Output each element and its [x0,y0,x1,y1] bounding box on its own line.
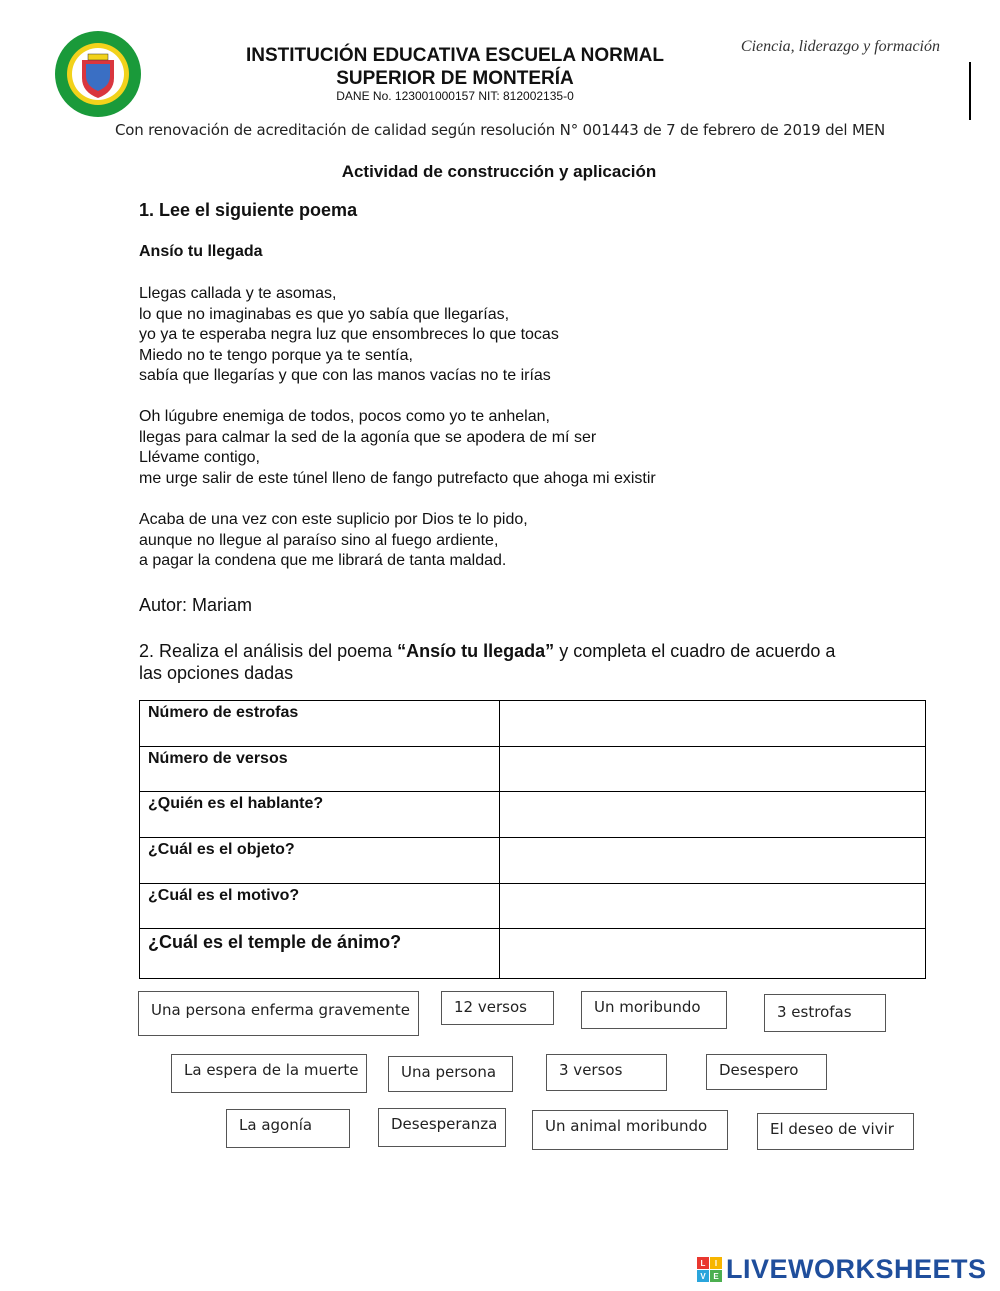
row-label: ¿Cuál es el temple de ánimo? [140,929,500,979]
option-chip[interactable]: 3 estrofas [764,994,886,1032]
answer-drop-zone[interactable] [500,747,926,792]
row-label: ¿Cuál es el objeto? [140,838,500,884]
poem-verse: Llegas callada y te asomas, [139,285,337,302]
row-label: Número de estrofas [140,701,500,747]
option-chip[interactable]: Desesperanza [378,1108,506,1147]
option-chip[interactable]: Un animal moribundo [532,1110,728,1150]
motto: Ciencia, liderazgo y formación [740,38,940,55]
accreditation-note: Con renovación de acreditación de calidad según resolución N° 001443 de 7 de febrero de 2019 del MEN [114,121,886,139]
question-2 [139,640,839,684]
option-chip[interactable]: 12 versos [441,991,554,1025]
option-chip[interactable]: Un moribundo [581,991,727,1029]
poem-verse: yo ya te esperaba negra luz que ensombreces lo que tocas [139,326,559,343]
poem-verse: Acaba de una vez con este suplicio por Dios te lo pido, [139,511,528,528]
question-2-suffix: y completa el cuadro de acuerdo a las opciones dadas [139,641,836,683]
divider [969,62,971,120]
liveworksheets-wordmark: LIVEWORKSHEETS [726,1254,987,1284]
poem-verse: Oh lúgubre enemiga de todos, pocos como yo te anhelan, [139,408,550,425]
question-2-poem-name: “Ansío tu llegada” [397,641,555,661]
liveworksheets-brand [697,1254,987,1285]
answer-drop-zone[interactable] [500,838,926,884]
poem-verse: a pagar la condena que me librará de tanta maldad. [139,552,507,569]
poem-stanza-3 [139,510,528,572]
institution-name-line2: SUPERIOR DE MONTERÍA [336,68,574,89]
row-label: ¿Quién es el hablante? [140,792,500,838]
table-row [140,838,926,884]
activity-title: Actividad de construcción y aplicación [341,162,657,181]
poem-verse: me urge salir de este túnel lleno de fango putrefacto que ahoga mi existir [139,469,656,487]
question-1: 1. Lee el siguiente poema [139,200,358,220]
poem-stanza-2 [139,407,656,489]
liveworksheets-logo-icon: L I V E [697,1257,722,1282]
poem-verse: Llévame contigo, [139,449,260,466]
dane-nit: DANE No. 123001000157 NIT: 812002135-0 [336,89,574,103]
row-label: Número de versos [140,747,500,792]
option-chip[interactable]: 3 versos [546,1054,667,1091]
answer-drop-zone[interactable] [500,792,926,838]
table-row [140,929,926,979]
table-row [140,747,926,792]
question-2-prefix: 2. Realiza el análisis del poema [139,641,398,661]
option-chip[interactable]: La agonía [226,1109,350,1148]
answer-drop-zone[interactable] [500,884,926,929]
table-row [140,792,926,838]
answer-drop-zone[interactable] [500,701,926,747]
row-label: ¿Cuál es el motivo? [140,884,500,929]
poem-verse: llegas para calmar la sed de la agonía que se apodera de mí ser [139,428,597,446]
answer-drop-zone[interactable] [500,929,926,979]
option-chip[interactable]: La espera de la muerte [171,1054,367,1093]
poem-author: Autor: Mariam [139,595,253,615]
option-chip[interactable]: El deseo de vivir [757,1113,914,1150]
poem-verse: sabía que llegarías y que con las manos vacías no te irías [139,367,551,384]
option-chip[interactable]: Una persona enferma gravemente [138,991,419,1036]
table-row [140,884,926,929]
table-row [140,701,926,747]
school-logo [54,30,142,118]
option-chip[interactable]: Desespero [706,1054,827,1090]
poem-verse: aunque no llegue al paraíso sino al fuego ardiente, [139,531,499,549]
analysis-table [139,700,926,979]
poem-title: Ansío tu llegada [139,243,263,260]
poem-verse: lo que no imaginabas es que yo sabía que llegarías, [139,305,510,323]
institution-name-line1: INSTITUCIÓN EDUCATIVA ESCUELA NORMAL [246,45,664,66]
poem-stanza-1 [139,284,559,387]
option-chip[interactable]: Una persona [388,1056,513,1092]
poem-verse: Miedo no te tengo porque ya te sentía, [139,346,413,364]
